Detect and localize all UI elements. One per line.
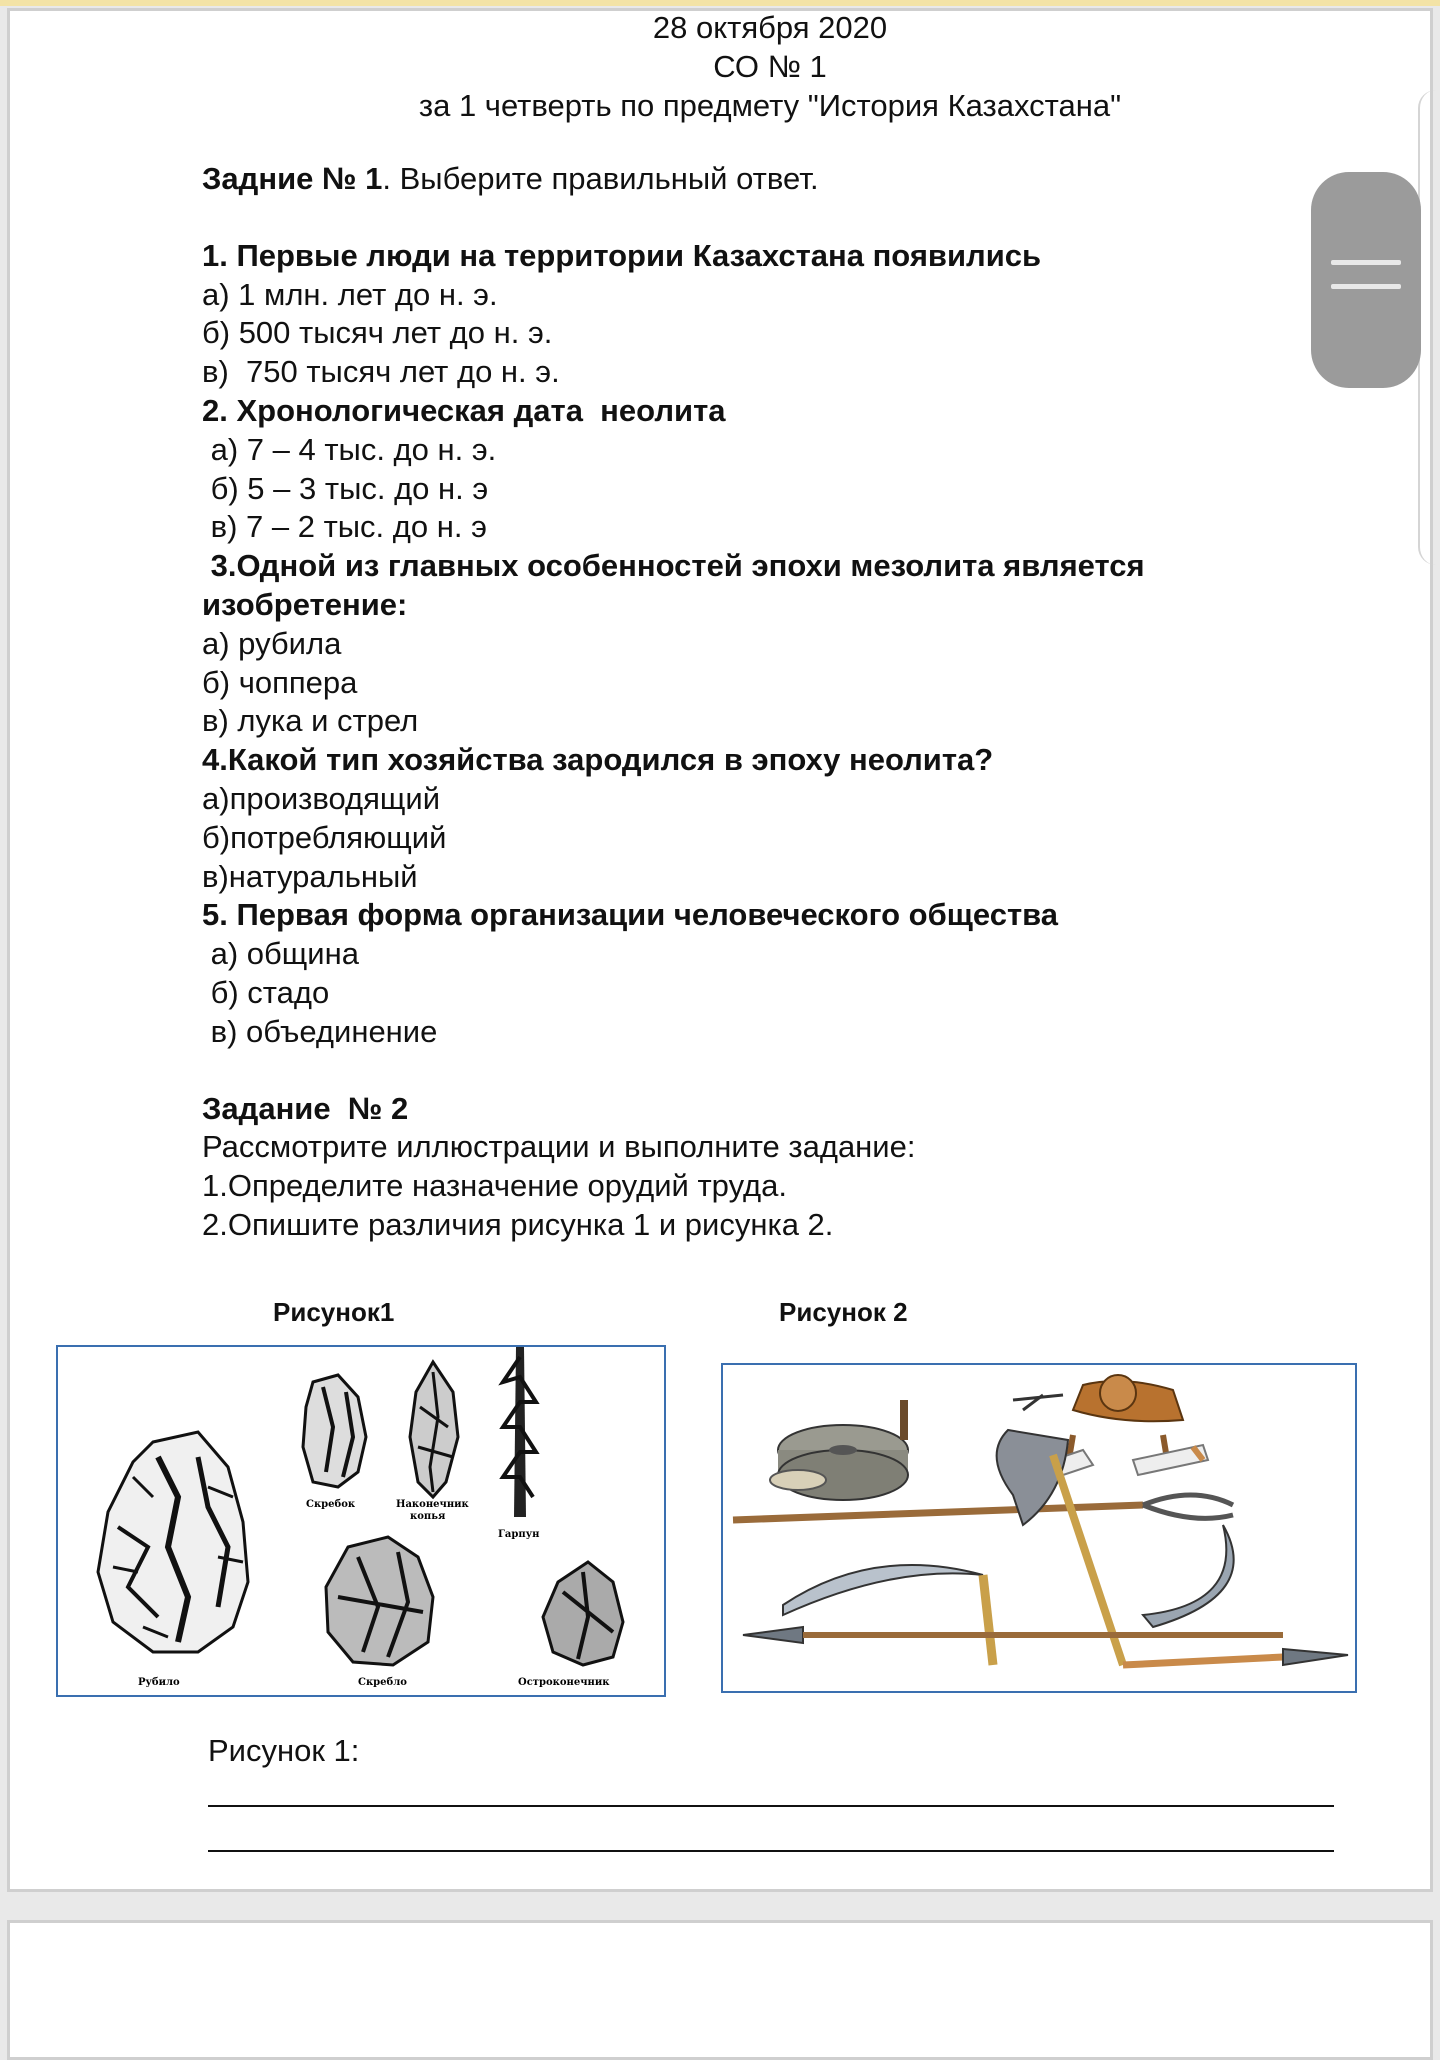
header-subtitle: за 1 четверть по предмету "История Казахстана" [418, 88, 1122, 123]
axe-drawing [997, 1430, 1123, 1665]
question-3-continued: изобретение: [202, 586, 408, 622]
task1-title [202, 160, 1352, 199]
task1-title-bold: Задние № 1 [202, 161, 383, 196]
sickle-left-drawing [783, 1565, 993, 1665]
spacer [202, 199, 1352, 237]
hand-axe-drawing [98, 1432, 248, 1652]
question-2: 2. Хронологическая дата неолита [202, 392, 726, 428]
question-4-option-a: а)производящий [202, 780, 441, 816]
caption-side-scraper: Скребло [358, 1677, 407, 1688]
spear-drawing [743, 1627, 1283, 1643]
spear-tip-drawing [410, 1362, 458, 1497]
question-1-option-c: в) 750 тысяч лет до н. э. [202, 354, 560, 390]
grip-line [1331, 260, 1401, 265]
spacer [202, 1052, 1352, 1090]
question-5: 5. Первая форма организации человеческого общества [202, 897, 1059, 933]
caption-harpoon: Гарпун [498, 1529, 540, 1540]
pitchfork-drawing [733, 1495, 1233, 1520]
scroll-track[interactable] [1418, 90, 1438, 565]
next-document-page [7, 1920, 1433, 2060]
header-date: 28 октября 2020 [652, 10, 888, 45]
question-1-option-b: б) 500 тысяч лет до н. э. [202, 315, 553, 351]
task2-intro: Рассмотрите иллюстрации и выполните задание: [202, 1129, 916, 1165]
task1-title-rest: . Выберите правильный ответ. [382, 161, 819, 196]
document-content [202, 160, 1352, 1245]
question-4-option-b: б)потребляющий [202, 819, 447, 855]
question-2-option-c: в) 7 – 2 тыс. до н. э [202, 509, 487, 545]
figure-2-image [721, 1363, 1357, 1693]
answer-line-1[interactable] [208, 1805, 1334, 1807]
question-3-option-c: в) лука и стрел [202, 703, 419, 739]
arrow-tip-drawing [1123, 1649, 1348, 1665]
caption-hand-axe: Рубило [138, 1677, 180, 1688]
grip-line [1331, 284, 1401, 289]
scraper-top-drawing [303, 1375, 366, 1487]
document-header [0, 8, 1440, 125]
millstone-drawing [770, 1400, 908, 1500]
scroll-handle[interactable] [1311, 172, 1421, 388]
sickle-right-drawing [1143, 1525, 1234, 1627]
header-code: СО № 1 [713, 49, 827, 84]
question-1-option-a: а) 1 млн. лет до н. э. [202, 276, 498, 312]
caption-spear-tip: Наконечник [396, 1499, 469, 1510]
question-1: 1. Первые люди на территории Казахстана появились [202, 237, 1042, 273]
top-strip [0, 0, 1440, 6]
question-5-option-b: б) стадо [202, 974, 330, 1010]
question-4: 4.Какой тип хозяйства зародился в эпоху неолита? [202, 742, 994, 778]
figure-1-image [56, 1345, 666, 1697]
caption-point: Остроконечник [518, 1677, 610, 1688]
figure-2-label: Рисунок 2 [779, 1297, 908, 1327]
question-3: 3.Одной из главных особенностей эпохи мезолита является [202, 548, 1145, 584]
figure-1-label: Рисунок1 [273, 1297, 395, 1327]
question-5-option-c: в) объединение [202, 1013, 438, 1049]
question-2-option-a: а) 7 – 4 тыс. до н. э. [202, 431, 497, 467]
question-4-option-c: в)натуральный [202, 858, 418, 894]
point-drawing [543, 1562, 623, 1665]
caption-spear-tip-2: копья [410, 1511, 446, 1522]
question-5-option-a: а) община [202, 936, 359, 972]
caption-scraper: Скребок [306, 1499, 356, 1510]
question-3-option-b: б) чоппера [202, 664, 358, 700]
scraper-bottom-drawing [326, 1537, 433, 1665]
task2-item-1: 1.Определите назначение орудий труда. [202, 1168, 787, 1204]
task2-item-2: 2.Опишите различия рисунка 1 и рисунка 2. [202, 1206, 834, 1242]
task2-title: Задание № 2 [202, 1090, 409, 1126]
answer-line-2[interactable] [208, 1850, 1334, 1852]
answer-label: Рисунок 1: [208, 1733, 360, 1768]
question-3-option-a: а) рубила [202, 625, 342, 661]
harpoon-drawing [503, 1347, 536, 1517]
question-2-option-b: б) 5 – 3 тыс. до н. э [202, 470, 489, 506]
